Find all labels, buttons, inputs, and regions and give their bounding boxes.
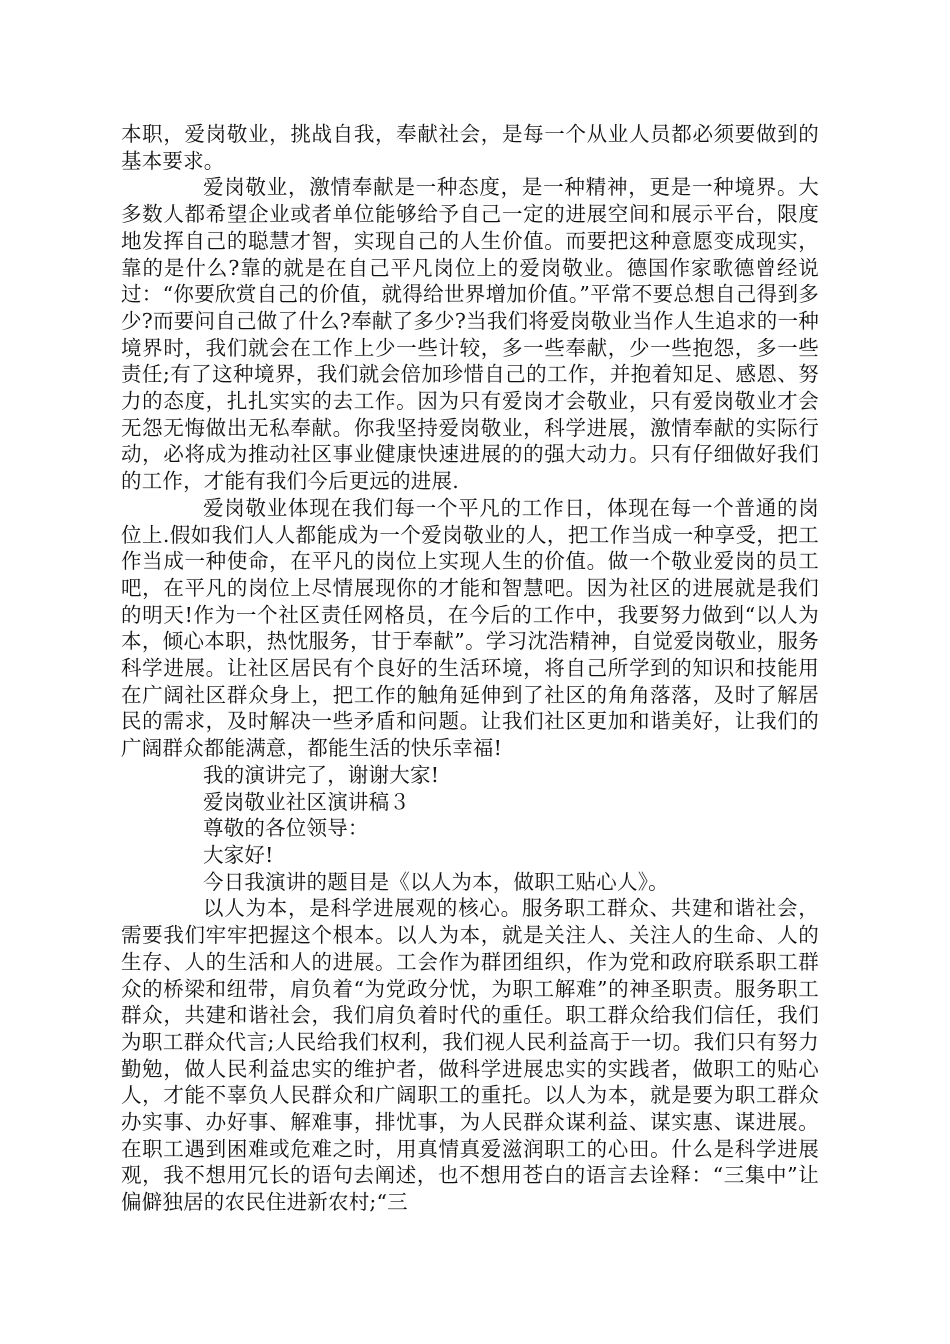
paragraph-1: 本职，爱岗敬业，挑战自我，奉献社会，是每一个从业人员都必须要做到的基本要求。 <box>121 122 819 173</box>
speech-topic: 今日我演讲的题目是《以人为本，做职工贴心人》。 <box>203 869 669 894</box>
paragraph-closing: 我的演讲完了，谢谢大家! <box>203 762 440 787</box>
paragraph-2: 爱岗敬业，激情奉献是一种态度，是一种精神，更是一种境界。大多数人都希望企业或者单位能够给予自己一定的进展空间和展示平台，限度地发挥自己的聪慧才智，实现自己的人生价值。而要把这种意愿变成现实，靠的是什么?靠的就是在自己平凡岗位上的爱岗敬业。德国作家歌德曾经说过：“你要欣赏自己的价值，就得给世界增加价值。”平常不要总想自己得到多少?而要问自己做了什么?奉献了多少?当我们将爱岗敬业当作人生追求的一种境界时，我们就会在工作上少一些计较，多一些奉献，少一些抱怨，多一些责任;有了这种境界，我们就会倍加珍惜自己的工作，并抱着知足、感恩、努力的态度，扎扎实实的去工作。因为只有爱岗才会敬业，只有爱岗敬业才会无怨无悔做出无私奉献。你我坚持爱岗敬业，科学进展，激情奉献的实际行动，必将成为推动社区事业健康快速进展的的强大动力。只有仔细做好我们的工作，才能有我们今后更远的进展. <box>121 175 819 494</box>
section-title: 爱岗敬业社区演讲稿３ <box>203 789 410 814</box>
paragraph-body: 以人为本，是科学进展观的核心。服务职工群众、共建和谐社会，需要我们牢牢把握这个根本。以人为本，就是关注人、关注人的生命、人的生存、人的生活和人的进展。工会作为群团组织，作为党和政府联系职工群众的桥梁和纽带，肩负着“为党政分忧，为职工解难”的神圣职责。服务职工群众，共建和谐社会，我们肩负着时代的重任。职工群众给我们信任，我们为职工群众代言;人民给我们权利，我们视人民利益高于一切。我们只有努力勤勉，做人民利益忠实的维护者，做科学进展忠实的实践者，做职工的贴心人，才能不辜负人民群众和广阔职工的重托。以人为本，就是要为职工群众办实事、办好事、解难事，排忧事，为人民群众谋利益、谋实惠、谋进展。在职工遇到困难或危难之时，用真情真爱滋润职工的心田。什么是科学进展观，我不想用冗长的语句去阐述，也不想用苍白的语言去诠释：“三集中”让偏僻独居的农民住进新农村;“三 <box>121 896 819 1215</box>
salutation: 尊敬的各位领导： <box>203 816 369 841</box>
document-page <box>121 121 819 1216</box>
paragraph-3: 爱岗敬业体现在我们每一个平凡的工作日，体现在每一个普通的岗位上.假如我们人人都能成为一个爱岗敬业的人，把工作当成一种享受，把工作当成一种使命，在平凡的岗位上实现人生的价值。做一个敬业爱岗的员工吧，在平凡的岗位上尽情展现你的才能和智慧吧。因为社区的进展就是我们的明天!作为一个社区责任网格员，在今后的工作中，我要努力做到“以人为本，倾心本职，热忱服务，甘于奉献”。学习沈浩精神，自觉爱岗敬业，服务科学进展。让社区居民有个良好的生活环境，将自己所学到的知识和技能用在广阔社区群众身上，把工作的触角延伸到了社区的角角落落，及时了解居民的需求，及时解决一些矛盾和问题。让我们社区更加和谐美好，让我们的广阔群众都能满意，都能生活的快乐幸福! <box>121 495 819 761</box>
greeting: 大家好! <box>203 842 274 867</box>
